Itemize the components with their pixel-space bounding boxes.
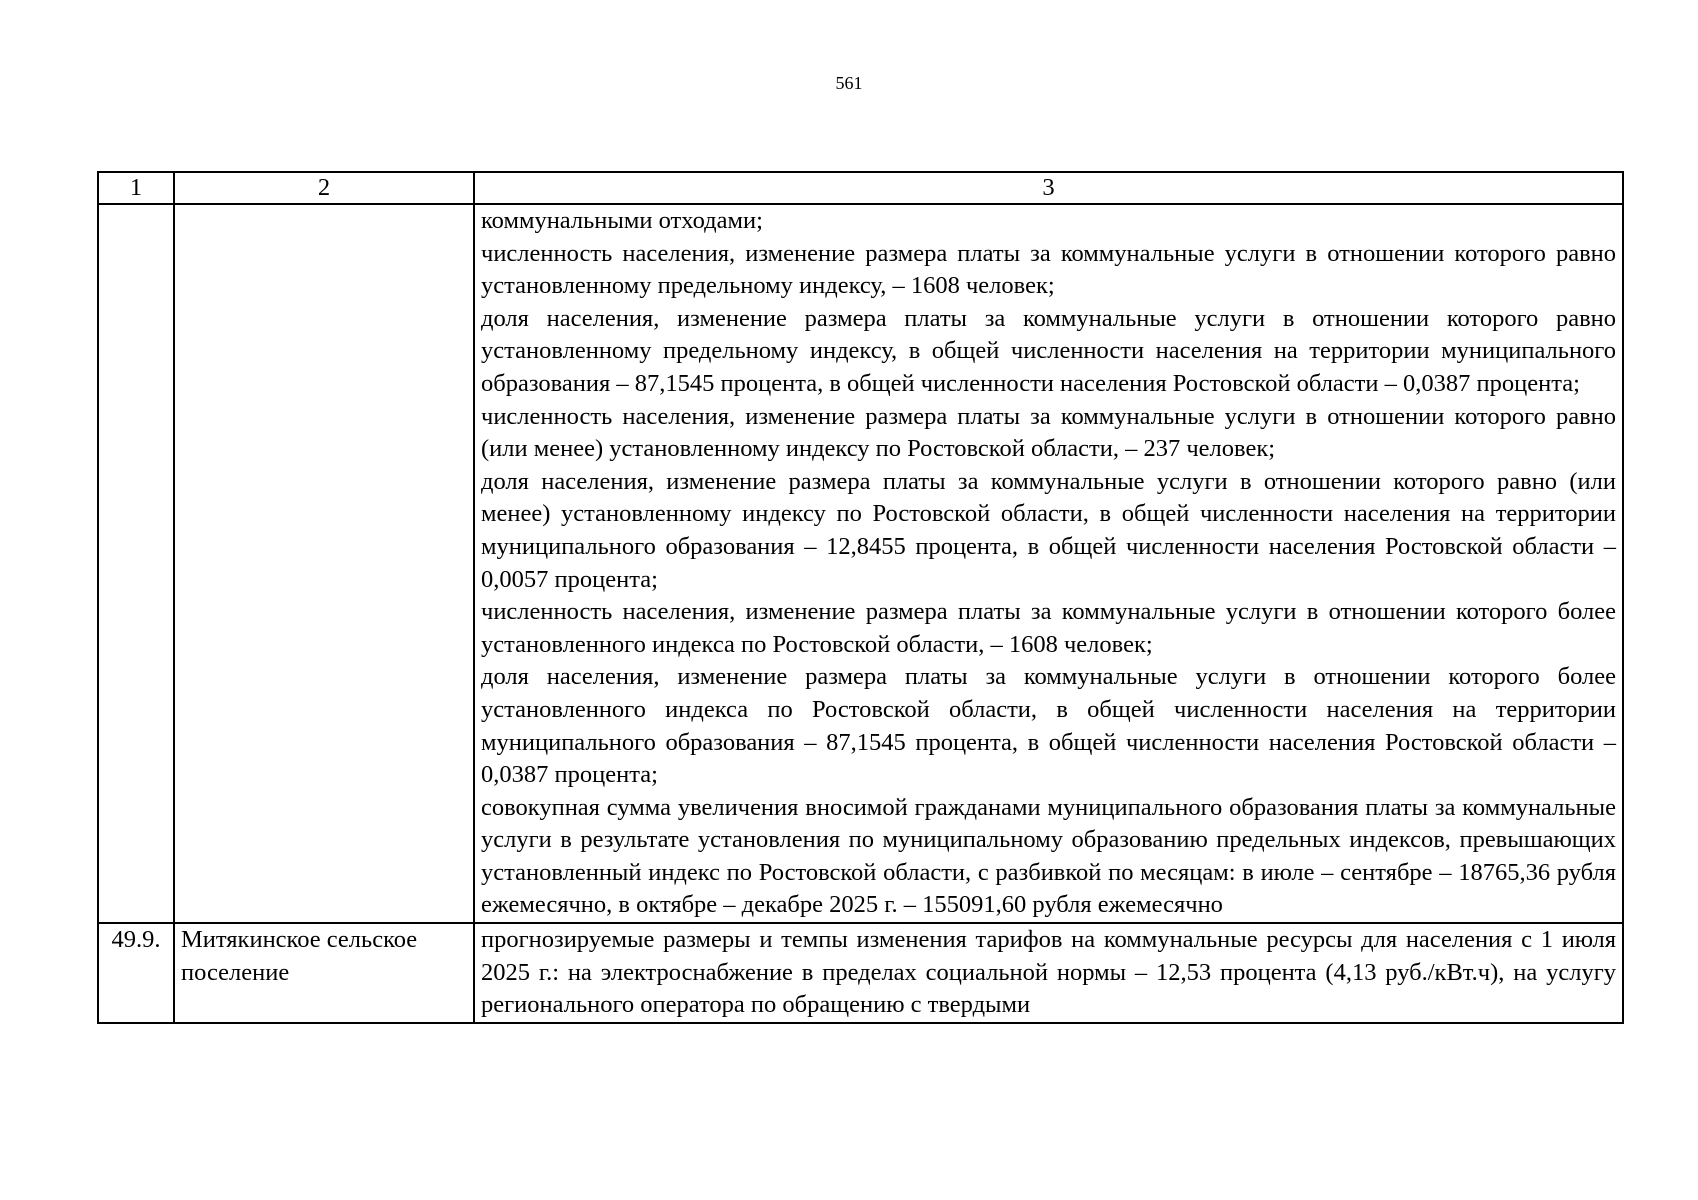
table-header-row: [98, 172, 1623, 204]
table-row: [98, 923, 1623, 1023]
column-header-2: 2: [174, 172, 474, 204]
description-paragraph: коммунальными отходами;: [481, 207, 763, 234]
description-paragraph: численность населения, изменение размера платы за коммунальные услуги в отношении которого равно (или менее) установленному индексу по Ростовской области, – 237 человек;: [481, 402, 1616, 463]
description-paragraph: доля населения, изменение размера платы за коммунальные услуги в отношении которого более установленного индекса по Ростовской области, в общей численности населения на территории муниципального образования – 87,1545 процента, в общей численности населения Ростовской области – 0,0387 процента;: [481, 663, 1616, 789]
description-cell: [474, 923, 1623, 1023]
table-row: [98, 204, 1623, 923]
description-paragraph: доля населения, изменение размера платы за коммунальные услуги в отношении которого равно (или менее) установленному индексу по Ростовской области, в общей численности населения на территории муниципального образования – 12,8455 процента, в общей численности населения Ростовской области – 0,0057 процента;: [481, 467, 1616, 593]
description-paragraph: совокупная сумма увеличения вносимой гражданами муниципального образования платы за коммунальные услуги в результате установления по муниципальному образованию предельных индексов, превышающих установленный индекс по Ростовской области, с разбивкой по месяцам: в июле – сентябре – 18765,36 рубля ежемесячно, в октябре – декабре 2025 г. – 155091,60 рубля ежемесячно: [481, 793, 1616, 919]
row-number-cell: 49.9.: [98, 923, 174, 1023]
description-paragraph: численность населения, изменение размера платы за коммунальные услуги в отношении которого равно установленному предельному индексу, – 1608 человек;: [481, 239, 1616, 300]
column-header-3: 3: [474, 172, 1623, 204]
description-cell: [474, 204, 1623, 923]
document-table: [97, 171, 1624, 1024]
description-paragraph: доля населения, изменение размера платы за коммунальные услуги в отношении которого равно установленному предельному индексу, в общей численности населения на территории муниципального образования – 87,1545 процента, в общей численности населения Ростовской области – 0,0387 процента;: [481, 304, 1616, 397]
settlement-name-cell: [174, 204, 474, 923]
row-number-cell: [98, 204, 174, 923]
settlement-name-cell: Митякинское сельское поселение: [174, 923, 474, 1023]
column-header-1: 1: [98, 172, 174, 204]
description-paragraph: численность населения, изменение размера платы за коммунальные услуги в отношении которого более установленного индекса по Ростовской области, – 1608 человек;: [481, 598, 1616, 658]
description-paragraph: прогнозируемые размеры и темпы изменения тарифов на коммунальные ресурсы для населения с 1 июля 2025 г.: на электроснабжение в пределах социальной нормы – 12,53 процента (4,13 руб./кВт.ч), на услугу регионального оператора по обращению с твердыми: [481, 926, 1616, 1019]
page-number: 561: [835, 73, 863, 93]
